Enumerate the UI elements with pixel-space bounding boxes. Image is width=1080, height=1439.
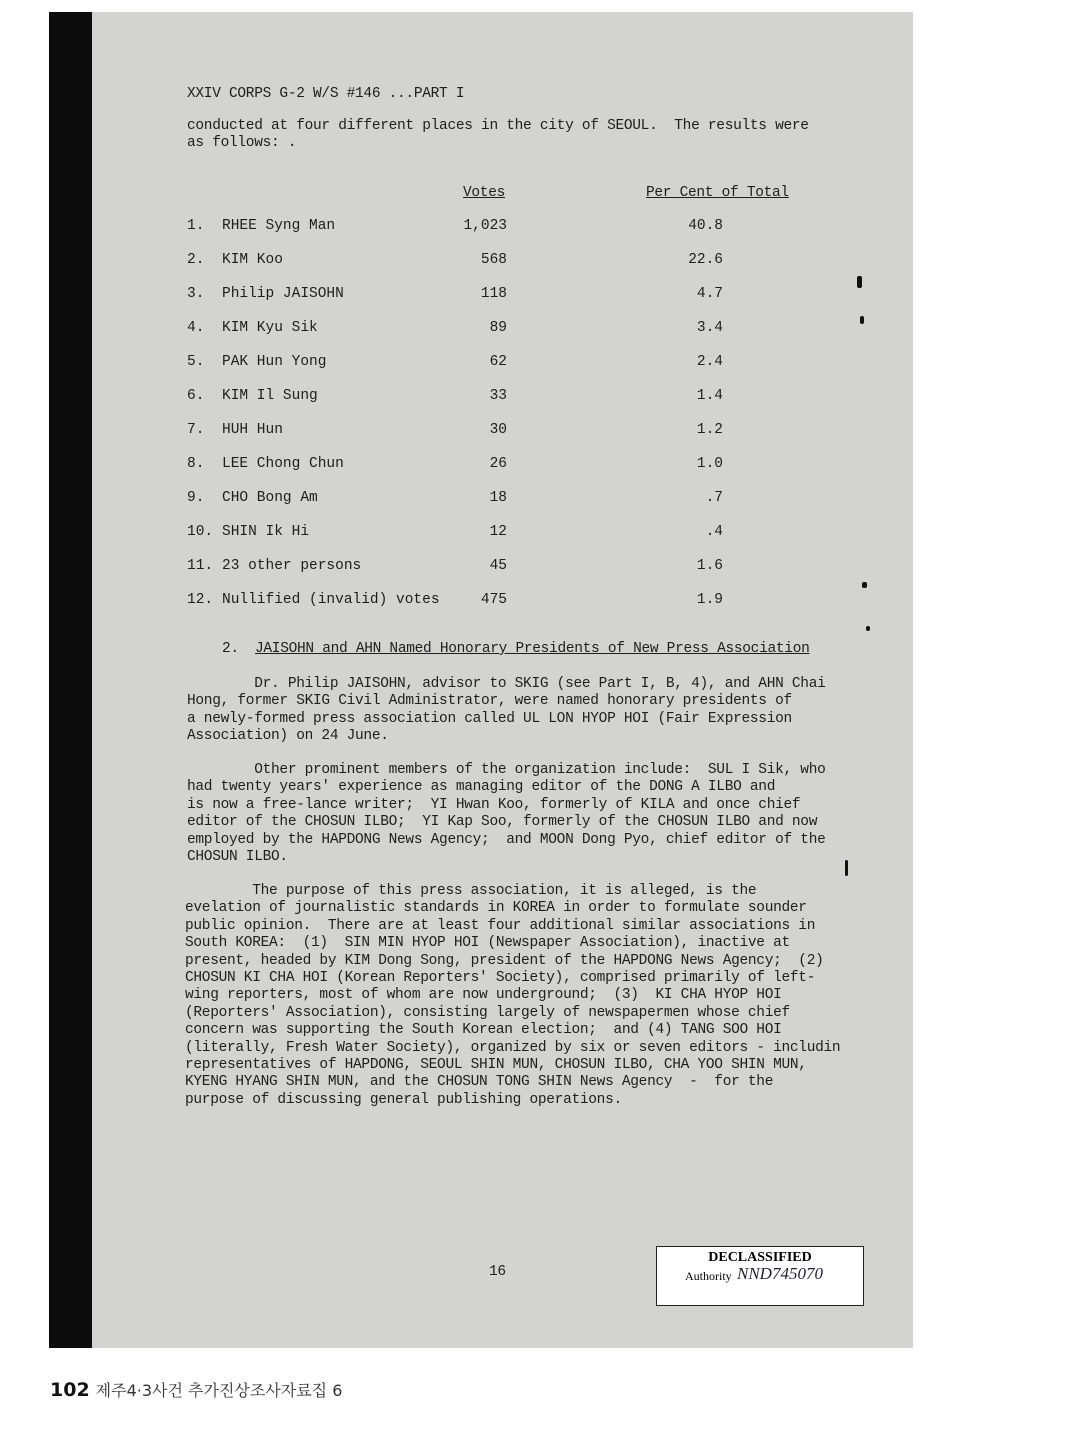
paragraph-3: The purpose of this press association, it is alleged, is the evelation of journalistic standards in KOREA in order to formulate sounder public opinion. There are at least four additional similar associations in South KOREA: (1) SIN MIN HYOP HOI (Newspaper Association), inactive at present, headed by KIM Dong Song, president of the HAPDONG News Agency; (2) CHOSUN KI CHA HOI (Korean Reporters' Society), comprised primarily of left- wing reporters, most of whom are now underground; (3) KI CHA HYOP HOI (Reporters' Association), consisting largely of newspapermen whose chief concern was supporting the South Korean election; and (4) TANG SOO HOI (literally, Fresh Water Society), organized by six or seven editors - includin representatives of HAPDONG, SEOUL SHIN MUN, CHOSUN ILBO, CHA YOO SHIN MUN, KYENG HYANG SHIN MUN, and the CHOSUN TONG SHIN News Agency - for the purpose of discussing general publishing operations. (185, 883, 841, 1108)
row-number: 12. (187, 592, 214, 608)
percent-header: Per Cent of Total (646, 185, 789, 201)
candidate-name: KIM Koo (222, 252, 283, 268)
vote-count: 1,023 (463, 218, 507, 234)
row-number: 4. (187, 320, 205, 336)
table-row (187, 388, 747, 408)
page-number: 16 (489, 1264, 506, 1280)
scan-mark (862, 582, 867, 588)
vote-count: 12 (489, 524, 507, 540)
table-row (187, 558, 747, 578)
stamp-title: DECLASSIFIED (708, 1250, 812, 1265)
vote-percent: .7 (705, 490, 723, 506)
candidate-name: Nullified (invalid) votes (222, 592, 440, 608)
row-number: 5. (187, 354, 205, 370)
scan-mark (845, 860, 848, 876)
scan-mark (866, 626, 870, 631)
votes-header: Votes (463, 185, 506, 201)
vote-percent: 40.8 (688, 218, 723, 234)
table-row (187, 252, 747, 272)
candidate-name: SHIN Ik Hi (222, 524, 310, 540)
candidate-name: RHEE Syng Man (222, 218, 336, 234)
vote-percent: .4 (705, 524, 723, 540)
section-title: JAISOHN and AHN Named Honorary Presidents of New Press Association (255, 641, 810, 657)
paragraph-2: Other prominent members of the organization include: SUL I Sik, who had twenty years' experience as managing editor of the DONG A ILBO and is now a free-lance writer; YI Hwan Koo, formerly of KILA and once chief editor of the CHOSUN ILBO; YI Kap Soo, formerly of the CHOSUN ILBO and now employed by the HAPDONG News Agency; and MOON Dong Pyo, chief editor of the CHOSUN ILBO. (187, 762, 826, 866)
table-row (187, 354, 747, 374)
vote-count: 568 (480, 252, 507, 268)
vote-percent: 3.4 (696, 320, 723, 336)
vote-count: 30 (489, 422, 507, 438)
vote-percent: 1.6 (696, 558, 723, 574)
book-footer (50, 1378, 342, 1401)
vote-percent: 4.7 (696, 286, 723, 302)
candidate-name: 23 other persons (222, 558, 362, 574)
stamp-authority-label: Authority (685, 1269, 732, 1283)
candidate-name: LEE Chong Chun (222, 456, 344, 472)
table-row (187, 286, 747, 306)
paragraph-1: Dr. Philip JAISOHN, advisor to SKIG (see Part I, B, 4), and AHN Chai Hong, former SKIG Civil Administrator, were named honorary presidents of a newly-formed press association called UL LON HYOP HOI (Fair Expression Association) on 24 June. (187, 676, 826, 745)
table-row (187, 524, 747, 544)
candidate-name: PAK Hun Yong (222, 354, 327, 370)
vote-count: 89 (489, 320, 507, 336)
section-number: 2. (222, 641, 239, 657)
vote-percent: 1.0 (696, 456, 723, 472)
vote-percent: 2.4 (696, 354, 723, 370)
vote-count: 118 (480, 286, 507, 302)
row-number: 11. (187, 558, 214, 574)
row-number: 2. (187, 252, 205, 268)
row-number: 10. (187, 524, 214, 540)
table-row (187, 422, 747, 442)
vote-count: 18 (489, 490, 507, 506)
candidate-name: HUH Hun (222, 422, 283, 438)
intro-text: conducted at four different places in the city of SEOUL. The results were as follows: . (187, 118, 809, 152)
candidate-name: Philip JAISOHN (222, 286, 344, 302)
vote-percent: 1.2 (696, 422, 723, 438)
vote-percent: 1.9 (696, 592, 723, 608)
row-number: 8. (187, 456, 205, 472)
vote-percent: 22.6 (688, 252, 723, 268)
table-row (187, 218, 747, 238)
declassified-stamp (656, 1246, 864, 1306)
vote-count: 26 (489, 456, 507, 472)
scan-mark (860, 316, 864, 324)
table-row (187, 490, 747, 510)
scan-mark (857, 276, 862, 288)
table-row (187, 592, 747, 612)
vote-count: 475 (480, 592, 507, 608)
vote-count: 62 (489, 354, 507, 370)
candidate-name: KIM Kyu Sik (222, 320, 318, 336)
stamp-authority-value: NND745070 (737, 1264, 823, 1283)
document-header: XXIV CORPS G-2 W/S #146 ...PART I (187, 86, 465, 102)
vote-count: 45 (489, 558, 507, 574)
row-number: 3. (187, 286, 205, 302)
row-number: 9. (187, 490, 205, 506)
candidate-name: KIM Il Sung (222, 388, 318, 404)
vote-percent: 1.4 (696, 388, 723, 404)
candidate-name: CHO Bong Am (222, 490, 318, 506)
book-title: 제주4·3사건 추가진상조사자료집 6 (95, 1381, 343, 1400)
row-number: 1. (187, 218, 205, 234)
row-number: 6. (187, 388, 205, 404)
table-row (187, 456, 747, 476)
vote-count: 33 (489, 388, 507, 404)
book-page-number: 102 (50, 1379, 90, 1401)
row-number: 7. (187, 422, 205, 438)
table-row (187, 320, 747, 340)
